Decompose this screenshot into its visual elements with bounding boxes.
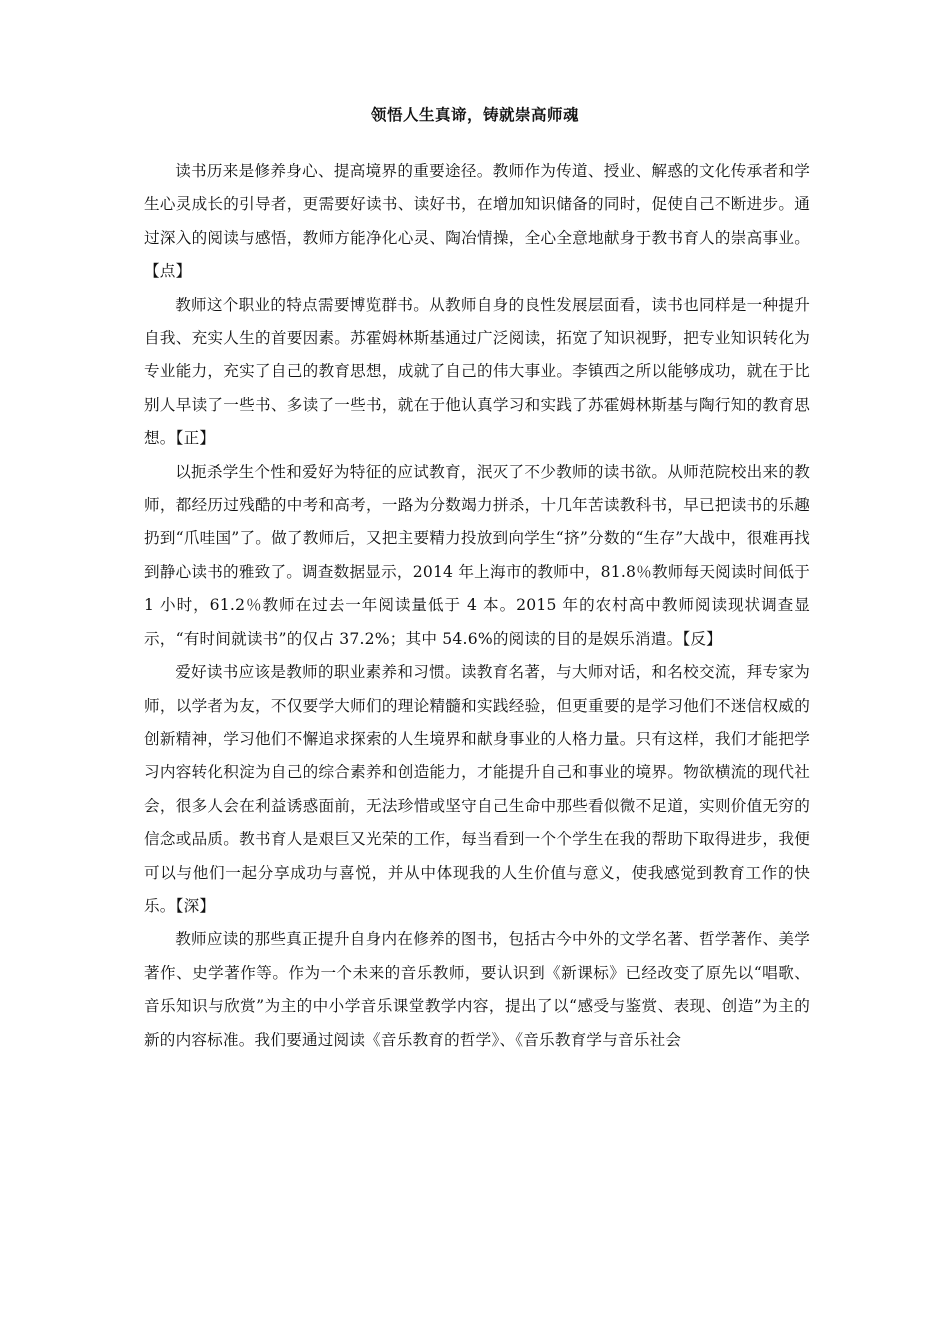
paragraph-3: 以扼杀学生个性和爱好为特征的应试教育，泯灭了不少教师的读书欲。从师范院校出来的教师，都经历过残酷的中考和高考，一路为分数竭力拼杀，十几年苦读教科书，早已把读书的乐趣扔到“爪哇国”了。做了教师后，又把主要精力投放到向学生“挤”分数的“生存”大战中，很难再找到静心读书的雅致了。调查数据显示，2014 年上海市的教师中，81.8％教师每天阅读时间低于 1 小时，61.2％教师在过去一年阅读量低于 4 本。2015 年的农村高中教师阅读现状调查显示，“有时间就读书”的仅占 37.2%；其中 54.6%的阅读的目的是娱乐消遣。【反】 bbox=[144, 462, 810, 648]
paragraph-1: 读书历来是修养身心、提高境界的重要途径。教师作为传道、授业、解惑的文化传承者和学生心灵成长的引导者，更需要好读书、读好书，在增加知识储备的同时，促使自己不断进步。通过深入的阅读与感悟，教师方能净化心灵、陶冶情操，全心全意地献身于教书育人的崇高事业。【点】 bbox=[144, 162, 810, 281]
paragraph-2: 教师这个职业的特点需要博览群书。从教师自身的良性发展层面看，读书也同样是一种提升自我、充实人生的首要因素。苏霍姆林斯基通过广泛阅读，拓宽了知识视野，把专业知识转化为专业能力，充实了自己的教育思想，成就了自己的伟大事业。李镇西之所以能够成功，就在于比别人早读了一些书、多读了一些书，就在于他认真学习和实践了苏霍姆林斯基与陶行知的教育思想。【正】 bbox=[144, 295, 810, 448]
document-title: 领悟人生真谛，铸就崇高师魂 bbox=[370, 106, 579, 124]
document-body bbox=[144, 155, 810, 1057]
paragraph-5: 教师应读的那些真正提升自身内在修养的图书，包括古今中外的文学名著、哲学著作、美学著作、史学著作等。作为一个未来的音乐教师，要认识到《新课标》已经改变了原先以“唱歌、音乐知识与欣赏”为主的中小学音乐课堂教学内容，提出了以“感受与鉴赏、表现、创造”为主的新的内容标准。我们要通过阅读《音乐教育的哲学》、《音乐教育学与音乐社会 bbox=[144, 930, 810, 1049]
paragraph-4: 爱好读书应该是教师的职业素养和习惯。读教育名著，与大师对话，和名校交流，拜专家为师，以学者为友，不仅要学大师们的理论精髓和实践经验，但更重要的是学习他们不迷信权威的创新精神，学习他们不懈追求探索的人生境界和献身事业的人格力量。只有这样，我们才能把学习内容转化积淀为自己的综合素养和创造能力，才能提升自己和事业的境界。物欲横流的现代社会，很多人会在利益诱惑面前，无法珍惜或坚守自己生命中那些看似微不足道，实则价值无穷的信念或品质。教书育人是艰巨又光荣的工作，每当看到一个个学生在我的帮助下取得进步，我便可以与他们一起分享成功与喜悦，并从中体现我的人生价值与意义，使我感觉到教育工作的快乐。【深】 bbox=[144, 663, 810, 915]
